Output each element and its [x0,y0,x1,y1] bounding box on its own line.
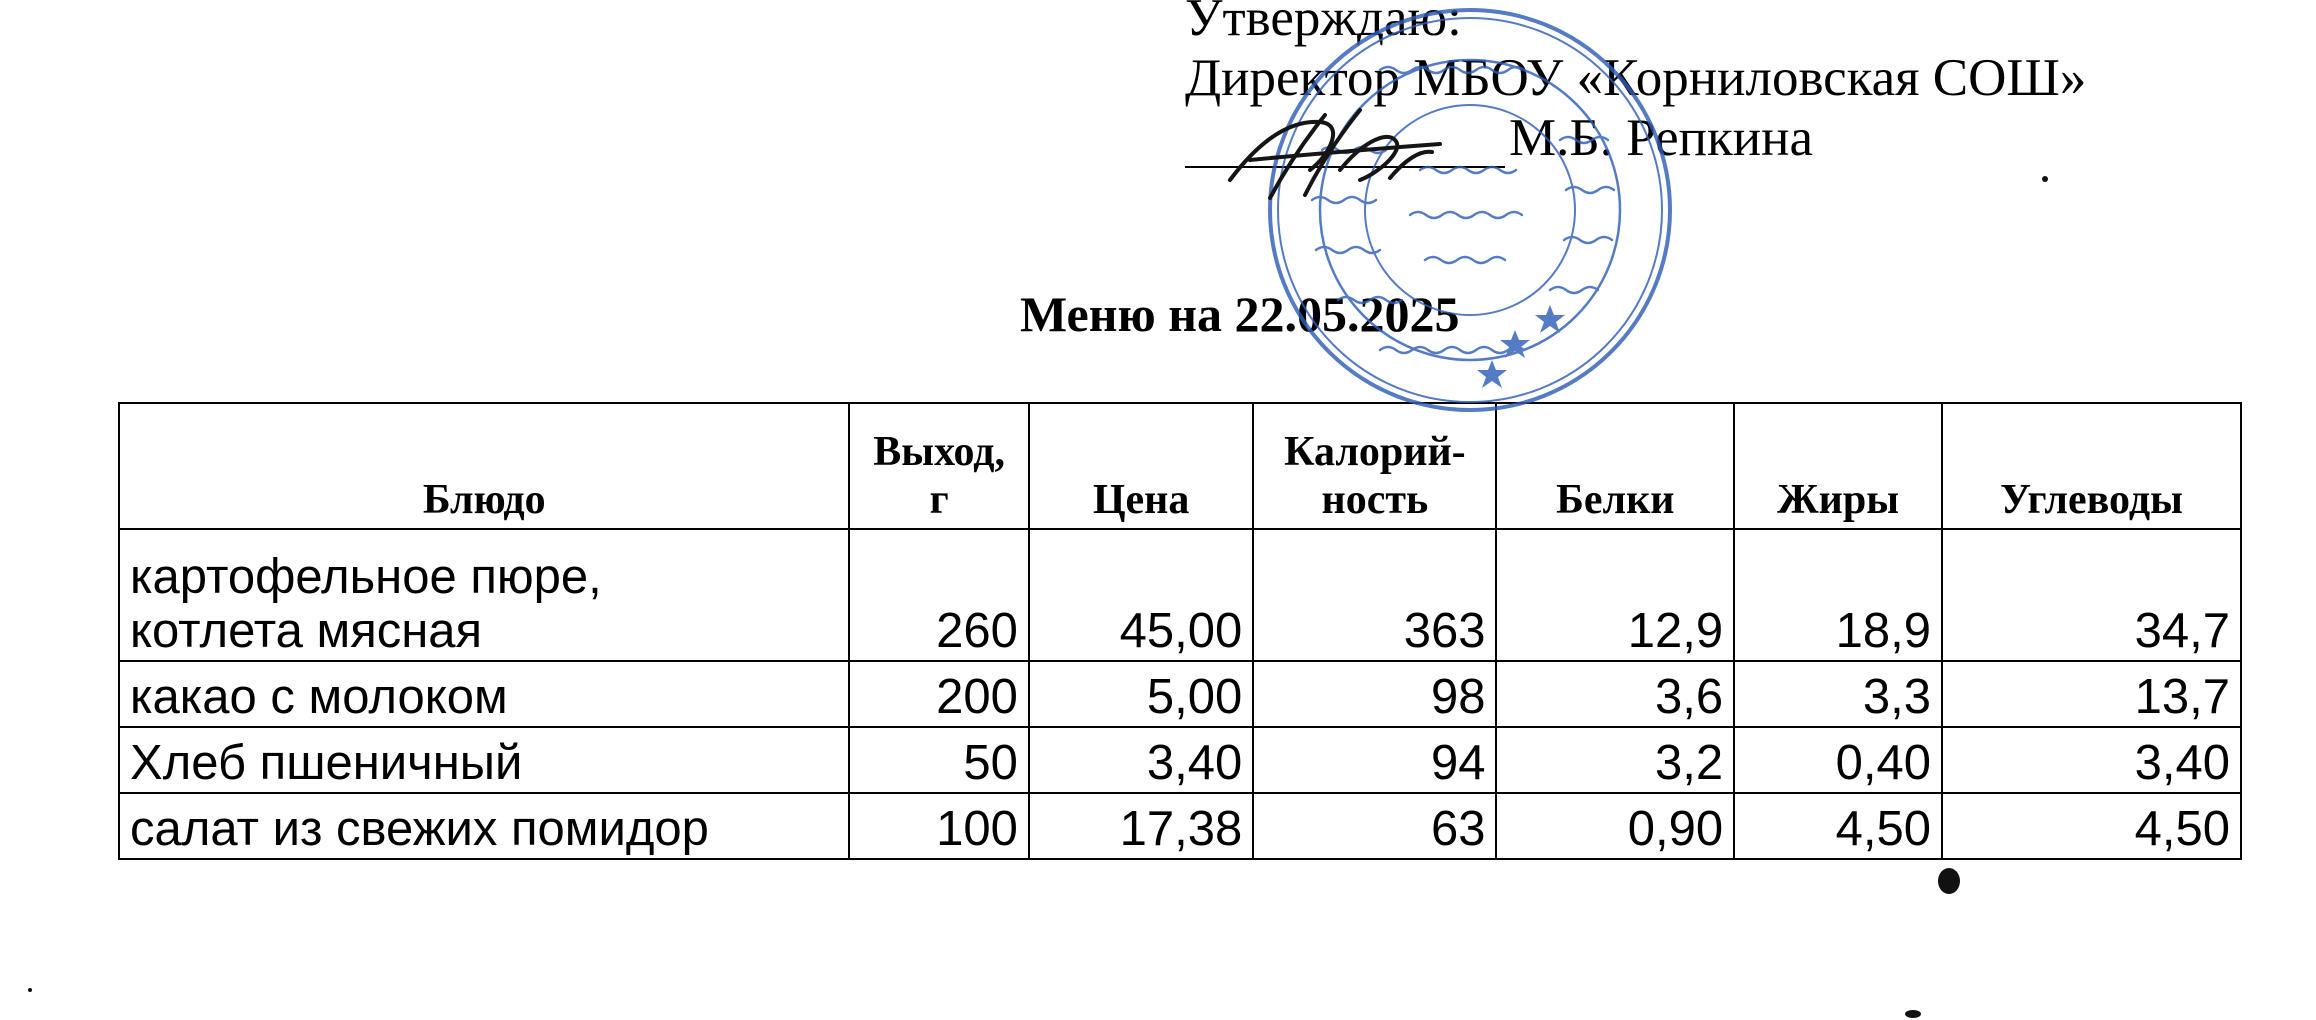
header-dish: Блюдо [119,403,849,529]
cell-output: 50 [849,727,1029,793]
header-calories: Калорий- ность [1253,403,1496,529]
cell-proteins: 12,9 [1496,529,1734,661]
table-row [119,529,2241,661]
menu-table [118,402,2242,860]
header-fats: Жиры [1734,403,1942,529]
cell-price: 17,38 [1029,793,1253,859]
cell-output: 200 [849,661,1029,727]
cell-price: 3,40 [1029,727,1253,793]
header-carbs: Углеводы [1942,403,2241,529]
cell-calories: 98 [1253,661,1496,727]
round-stamp-icon [1260,0,1680,420]
cell-fats: 4,50 [1734,793,1942,859]
table-row [119,661,2241,727]
cell-carbs: 13,7 [1942,661,2241,727]
handwritten-signature-icon [1210,100,1470,210]
cell-dish: картофельное пюре, котлета мясная [119,529,849,661]
cell-price: 45,00 [1029,529,1253,661]
cell-price: 5,00 [1029,661,1253,727]
cell-fats: 18,9 [1734,529,1942,661]
header-proteins: Белки [1496,403,1734,529]
cell-dish: Хлеб пшеничный [119,727,849,793]
cell-output: 100 [849,793,1029,859]
table-row [119,727,2241,793]
cell-carbs: 3,40 [1942,727,2241,793]
table-header-row [119,403,2241,529]
table-row [119,793,2241,859]
cell-carbs: 4,50 [1942,793,2241,859]
cell-carbs: 34,7 [1942,529,2241,661]
cell-proteins: 3,2 [1496,727,1734,793]
approval-heading: Утверждаю: [1185,0,1462,47]
cell-dish: салат из свежих помидор [119,793,849,859]
menu-title: Меню на 22.05.2025 [1020,286,1460,342]
cell-fats: 0,40 [1734,727,1942,793]
scan-speck [1938,868,1960,894]
cell-fats: 3,3 [1734,661,1942,727]
scan-speck [2042,176,2048,182]
cell-output: 260 [849,529,1029,661]
header-output: Выход, г [849,403,1029,529]
cell-proteins: 3,6 [1496,661,1734,727]
approval-position: Директор МБОУ «Корниловская СОШ» [1185,49,2087,107]
cell-dish: какао с молоком [119,661,849,727]
scan-speck [28,988,32,992]
cell-calories: 363 [1253,529,1496,661]
header-price: Цена [1029,403,1253,529]
cell-proteins: 0,90 [1496,793,1734,859]
approval-signer-name: М.Б. Репкина [1509,109,1813,167]
scan-speck [1905,1010,1921,1018]
cell-calories: 63 [1253,793,1496,859]
cell-calories: 94 [1253,727,1496,793]
